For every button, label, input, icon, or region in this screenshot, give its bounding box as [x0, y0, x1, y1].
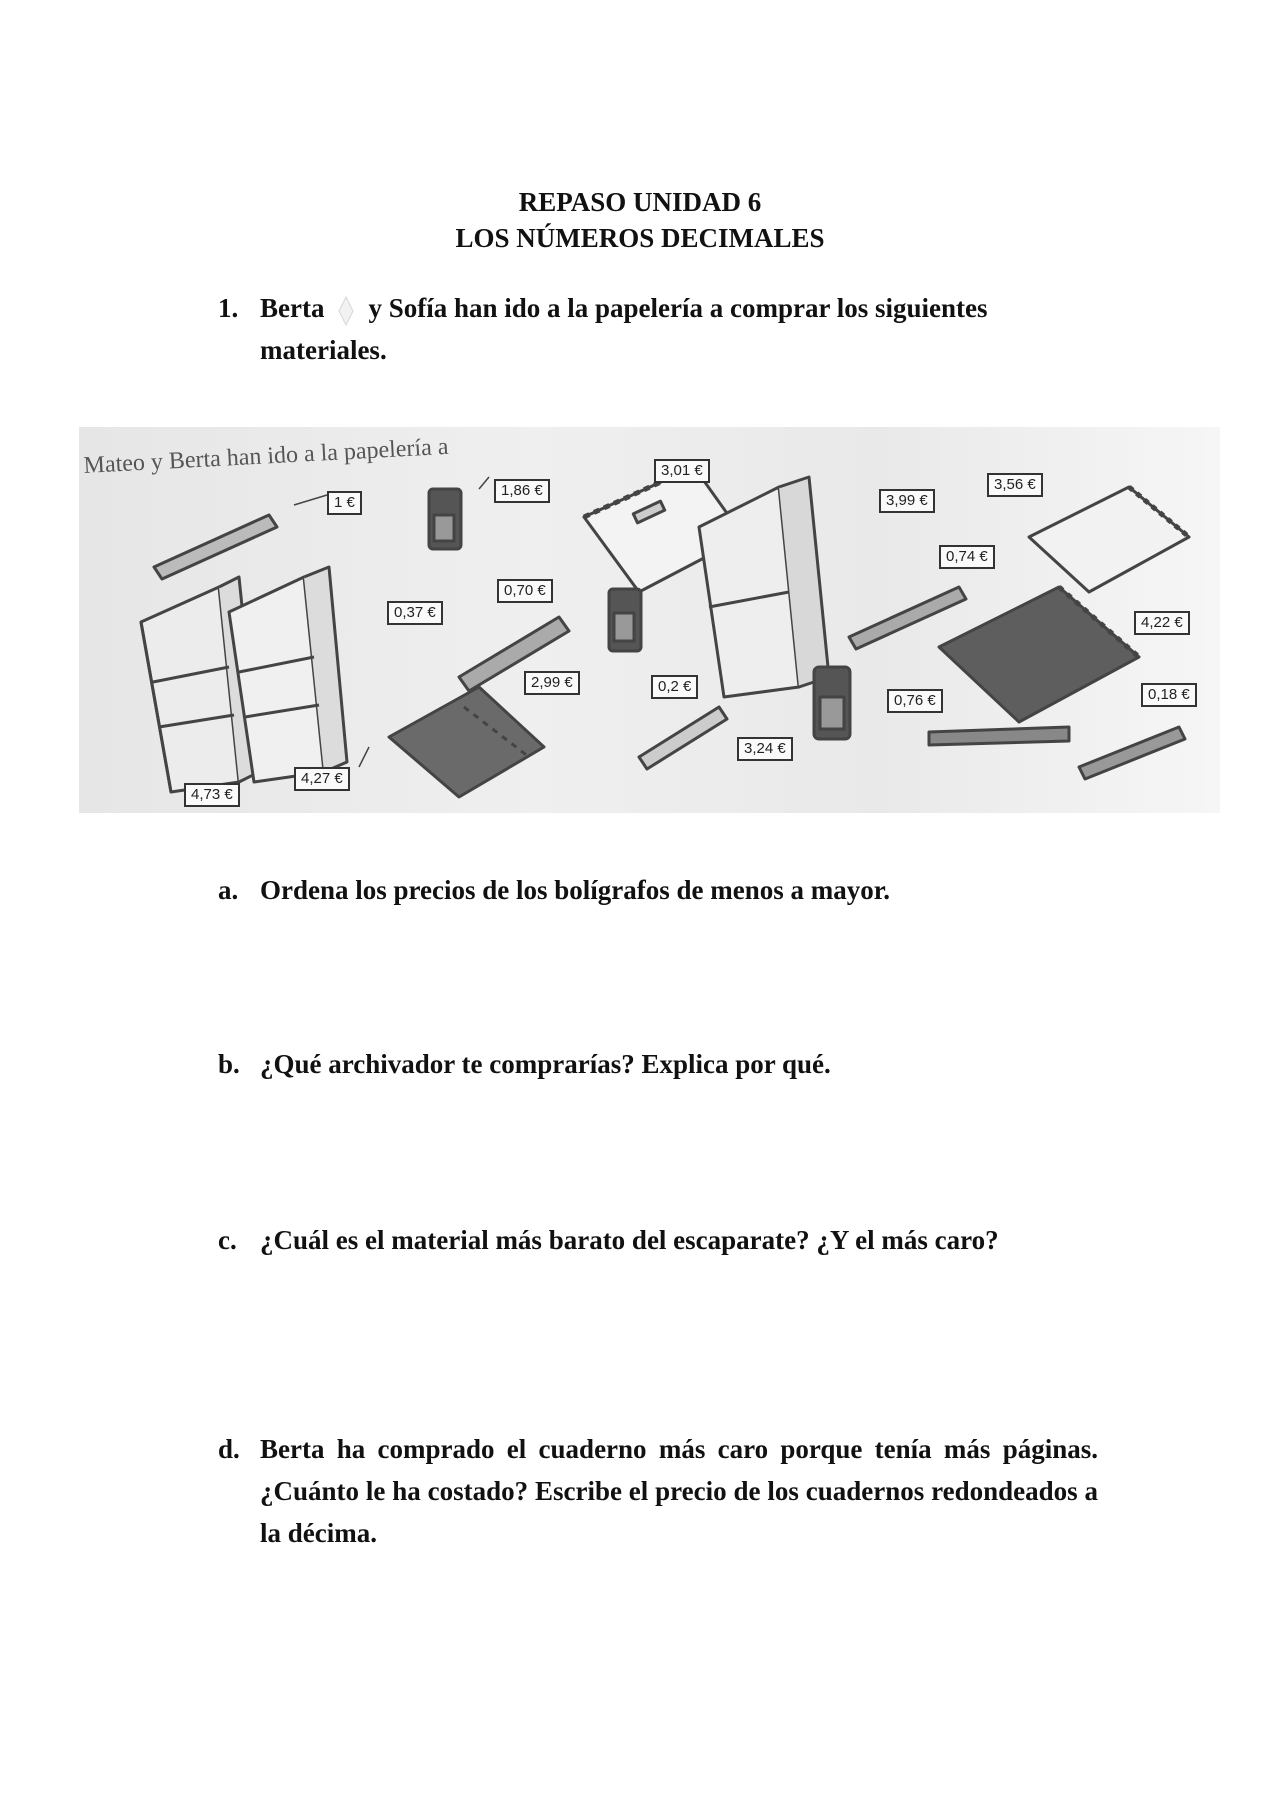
pen-icon — [154, 515, 277, 579]
item-label: c. — [218, 1225, 237, 1255]
price-tag: 4,73 € — [184, 783, 240, 807]
stationery-illustration — [79, 427, 1220, 813]
question-text — [260, 287, 1098, 371]
item-text: Berta ha comprado el cuaderno más caro porque tenía más páginas. ¿Cuánto le ha costado? Escribe el precio de los cuadernos redondeados a la décima. — [260, 1434, 1098, 1548]
notebook-icon — [939, 587, 1139, 722]
pen-icon — [1079, 727, 1185, 779]
item-label: b. — [218, 1049, 240, 1079]
price-tag: 4,27 € — [294, 767, 350, 791]
figure-caption: Mateo y Berta han ido a la papelería a — [83, 433, 450, 479]
question-1 — [218, 287, 1098, 371]
diamond-icon — [338, 296, 354, 326]
price-tag: 3,24 € — [737, 737, 793, 761]
question-d — [218, 1428, 1098, 1554]
page-title: REPASO UNIDAD 6 — [518, 187, 762, 217]
item-text: Ordena los precios de los bolígrafos de menos a mayor. — [260, 875, 891, 905]
notebook-icon — [1029, 487, 1189, 592]
price-tag: 4,22 € — [1134, 611, 1190, 635]
price-tag: 0,70 € — [497, 579, 553, 603]
stationery-photo — [79, 427, 1220, 813]
question-text-part2: y Sofía han ido a la papelería a comprar los siguientes — [368, 293, 988, 323]
price-tag: 0,2 € — [651, 675, 698, 699]
question-c — [218, 1219, 1098, 1261]
item-label: a. — [218, 875, 239, 905]
price-tag: 3,56 € — [987, 473, 1043, 497]
item-text: ¿Cuál es el material más barato del escaparate? ¿Y el más caro? — [260, 1225, 999, 1255]
price-tag: 1 € — [327, 491, 362, 515]
notebook-icon — [389, 687, 544, 797]
item-label: d. — [218, 1434, 240, 1464]
question-text-part1: Berta — [260, 293, 325, 323]
item-text: ¿Qué archivador te comprarías? Explica por qué. — [260, 1049, 831, 1079]
price-tag: 0,37 € — [387, 601, 443, 625]
price-tag: 0,76 € — [887, 689, 943, 713]
pencil-icon — [929, 727, 1069, 745]
question-a — [218, 869, 1098, 911]
price-tag: 3,01 € — [654, 459, 710, 483]
price-tag: 1,86 € — [494, 479, 550, 503]
price-tag: 0,18 € — [1141, 683, 1197, 707]
pen-icon — [639, 707, 727, 769]
question-number: 1. — [218, 293, 239, 323]
pen-icon — [849, 587, 966, 649]
price-tag: 2,99 € — [524, 671, 580, 695]
question-text-line2: materiales. — [260, 335, 387, 365]
price-tag: 3,99 € — [879, 489, 935, 513]
price-tag: 0,74 € — [939, 545, 995, 569]
question-b — [218, 1043, 1098, 1085]
page-subtitle: LOS NÚMEROS DECIMALES — [455, 223, 825, 253]
